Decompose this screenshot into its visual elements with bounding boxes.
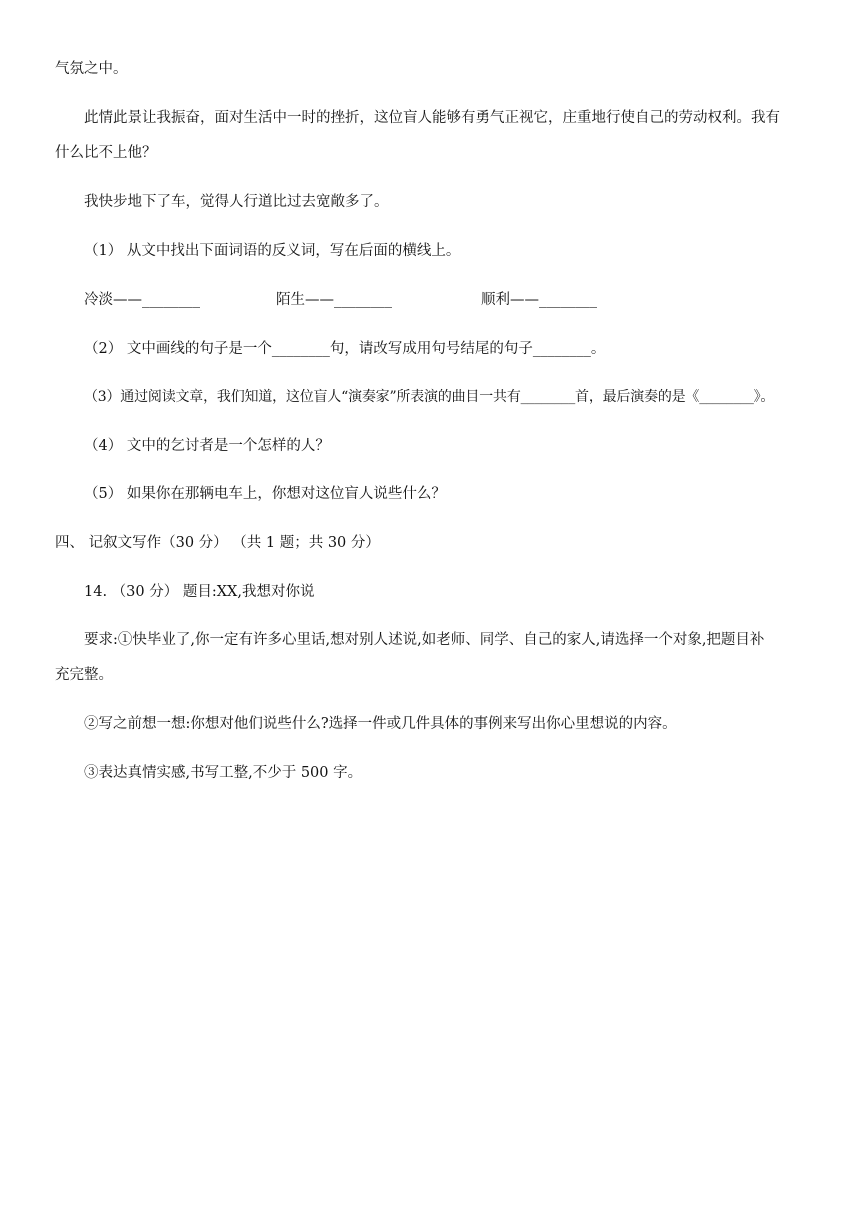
requirement-2: ②写之前想一想:你想对他们说些什么?选择一件或几件具体的事例来写出你心里想说的内容。 [84, 716, 677, 732]
section-4-heading: 四、 记叙文写作（30 分） （共 1 题；共 30 分） [55, 535, 380, 551]
requirement-1-line-1: 要求:①快毕业了,你一定有许多心里话,想对别人述说,如老师、同学、自己的家人,请选择一个对象,把题目补 [84, 632, 765, 648]
question-3: （3）通过阅读文章，我们知道，这位盲人“演奏家”所表演的曲目一共有________首，最后演奏的是《________》。 [84, 389, 775, 405]
passage-paragraph-2: 我快步地下了车，觉得人行道比过去宽敞多了。 [84, 194, 389, 210]
requirement-1-line-2: 充完整。 [55, 667, 113, 683]
question-4: （4） 文中的乞讨者是一个怎样的人？ [84, 438, 330, 454]
question-1: （1） 从文中找出下面词语的反义词，写在后面的横线上。 [84, 243, 461, 259]
requirement-3: ③表达真情实感,书写工整,不少于 500 字。 [84, 765, 363, 781]
q1-blank-1: 冷淡——________ [84, 292, 200, 308]
q1-blank-2: 陌生——________ [276, 292, 392, 308]
passage-paragraph-1-line-2: 什么比不上他？ [55, 145, 157, 161]
passage-paragraph-1-line-1: 此情此景让我振奋，面对生活中一时的挫折，这位盲人能够有勇气正视它，庄重地行使自己的劳动权利。我有 [84, 110, 780, 126]
passage-continuation: 气氛之中。 [55, 61, 128, 77]
q1-blank-3: 顺利——________ [481, 292, 597, 308]
question-14: 14. （30 分） 题目:XX,我想对你说 [84, 584, 315, 600]
question-5: （5） 如果你在那辆电车上，你想对这位盲人说些什么？ [84, 486, 446, 502]
question-2: （2） 文中画线的句子是一个________句，请改写成用句号结尾的句子________。 [84, 341, 606, 357]
